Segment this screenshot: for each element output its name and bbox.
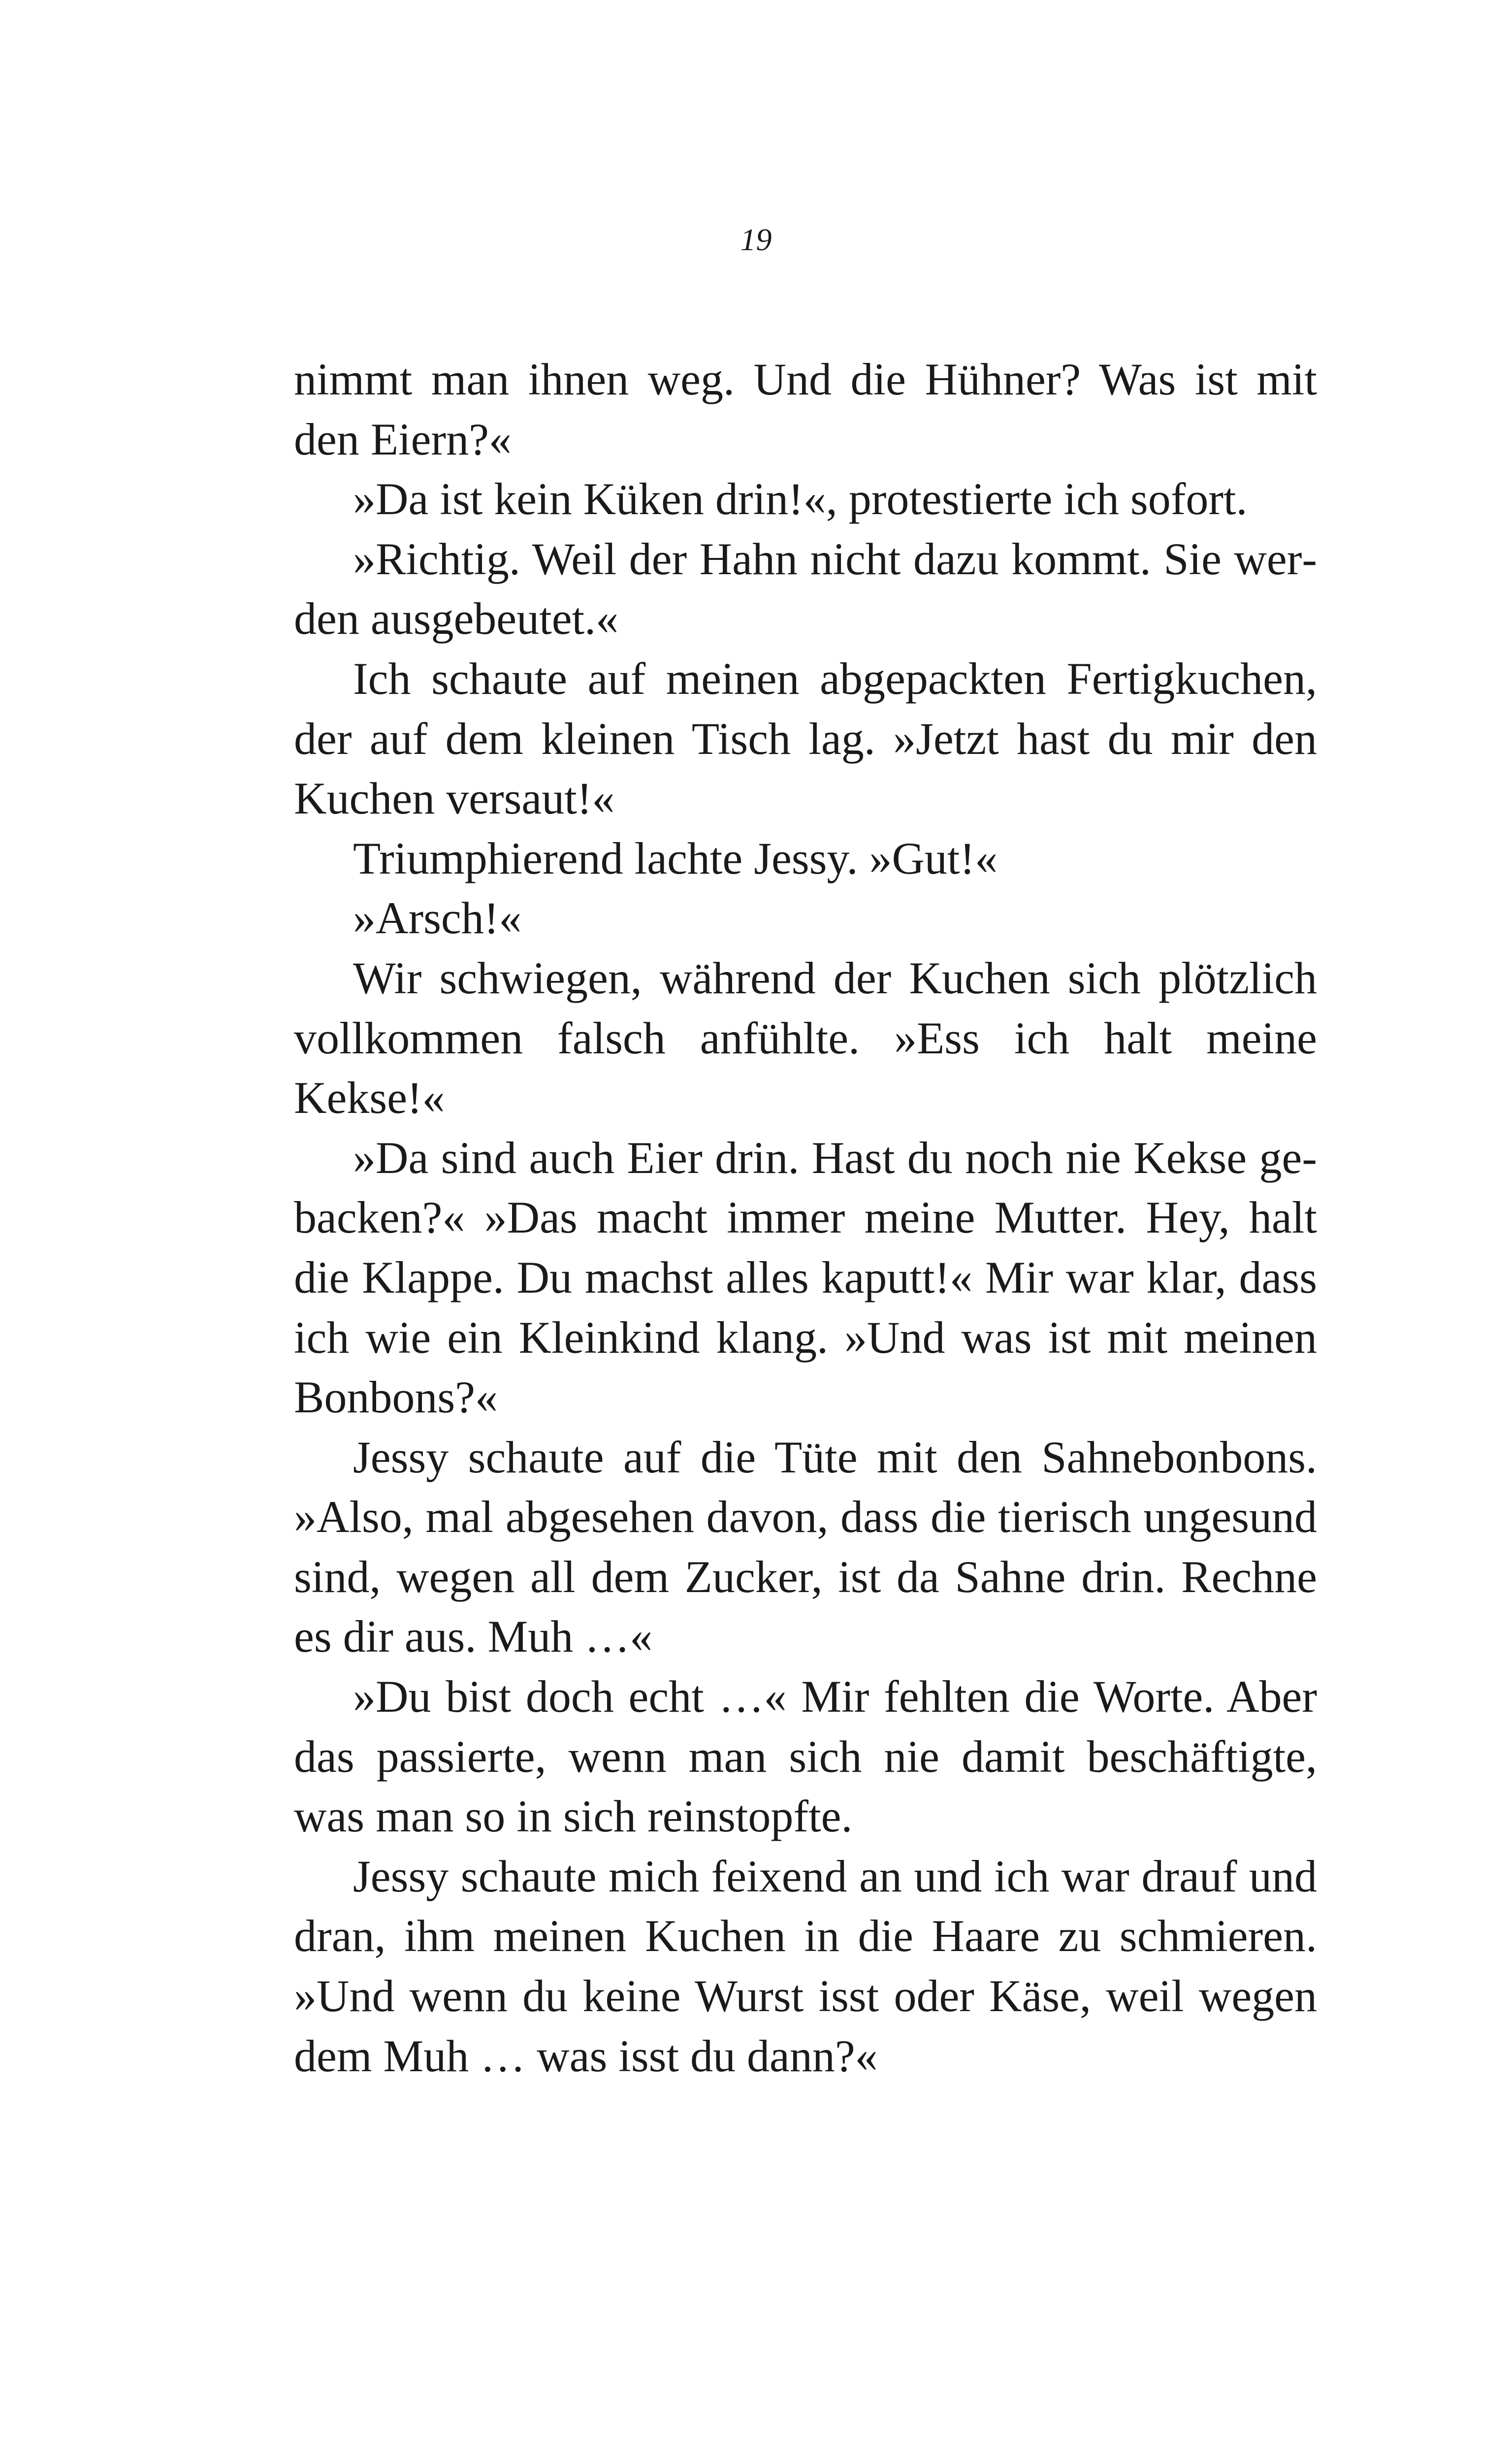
paragraph-4: Ich schaute auf meinen abgepackten Fertigkuchen, der auf dem kleinen Tisch lag. »Jetzt hast du mir den Kuchen versaut!«: [294, 653, 1317, 824]
paragraph-1: nimmt man ihnen weg. Und die Hühner? Was ist mit den Eiern?«: [294, 354, 1317, 464]
paragraph-11: Jessy schaute mich feixend an und ich war drauf und dran, ihm meinen Kuchen in die Haare zu schmieren. »Und wenn du keine Wurst isst oder Käse, weil wegen dem Muh … was isst du dann?«: [294, 1851, 1317, 2081]
page-number: 19: [740, 222, 772, 257]
paragraph-8: »Da sind auch Eier drin. Hast du noch nie Kekse gebacken?« »Das macht immer meine Mutter. Hey, halt die Klappe. Du machst alles kaputt!« Mir war klar, dass ich wie ein Kleinkind klang. »Und was ist mit meinen Bonbons?«: [294, 1132, 1317, 1423]
paragraph-3: »Richtig. Weil der Hahn nicht dazu kommt. Sie werden ausgebeutet.«: [294, 533, 1317, 644]
paragraph-2: »Da ist kein Küken drin!«, protestierte ich sofort.: [353, 474, 1248, 524]
paragraph-7: Wir schwiegen, während der Kuchen sich plötzlich vollkommen falsch anfühlte. »Ess ich halt meine Kekse!«: [294, 952, 1317, 1123]
paragraph-10: »Du bist doch echt …« Mir fehlten die Worte. Aber das passierte, wenn man sich nie damit beschäftigte, was man so in sich reinstopfte.: [294, 1671, 1317, 1842]
paragraph-5: Triumphierend lachte Jessy. »Gut!«: [353, 833, 998, 883]
paragraph-9: Jessy schaute auf die Tüte mit den Sahnebonbons. »Also, mal abgesehen davon, dass die tierisch ungesund sind, wegen all dem Zucker, ist da Sahne drin. Rechne es dir aus. Muh …«: [294, 1432, 1317, 1662]
body-text: [294, 350, 1317, 2086]
paragraph-6: »Arsch!«: [353, 893, 522, 944]
